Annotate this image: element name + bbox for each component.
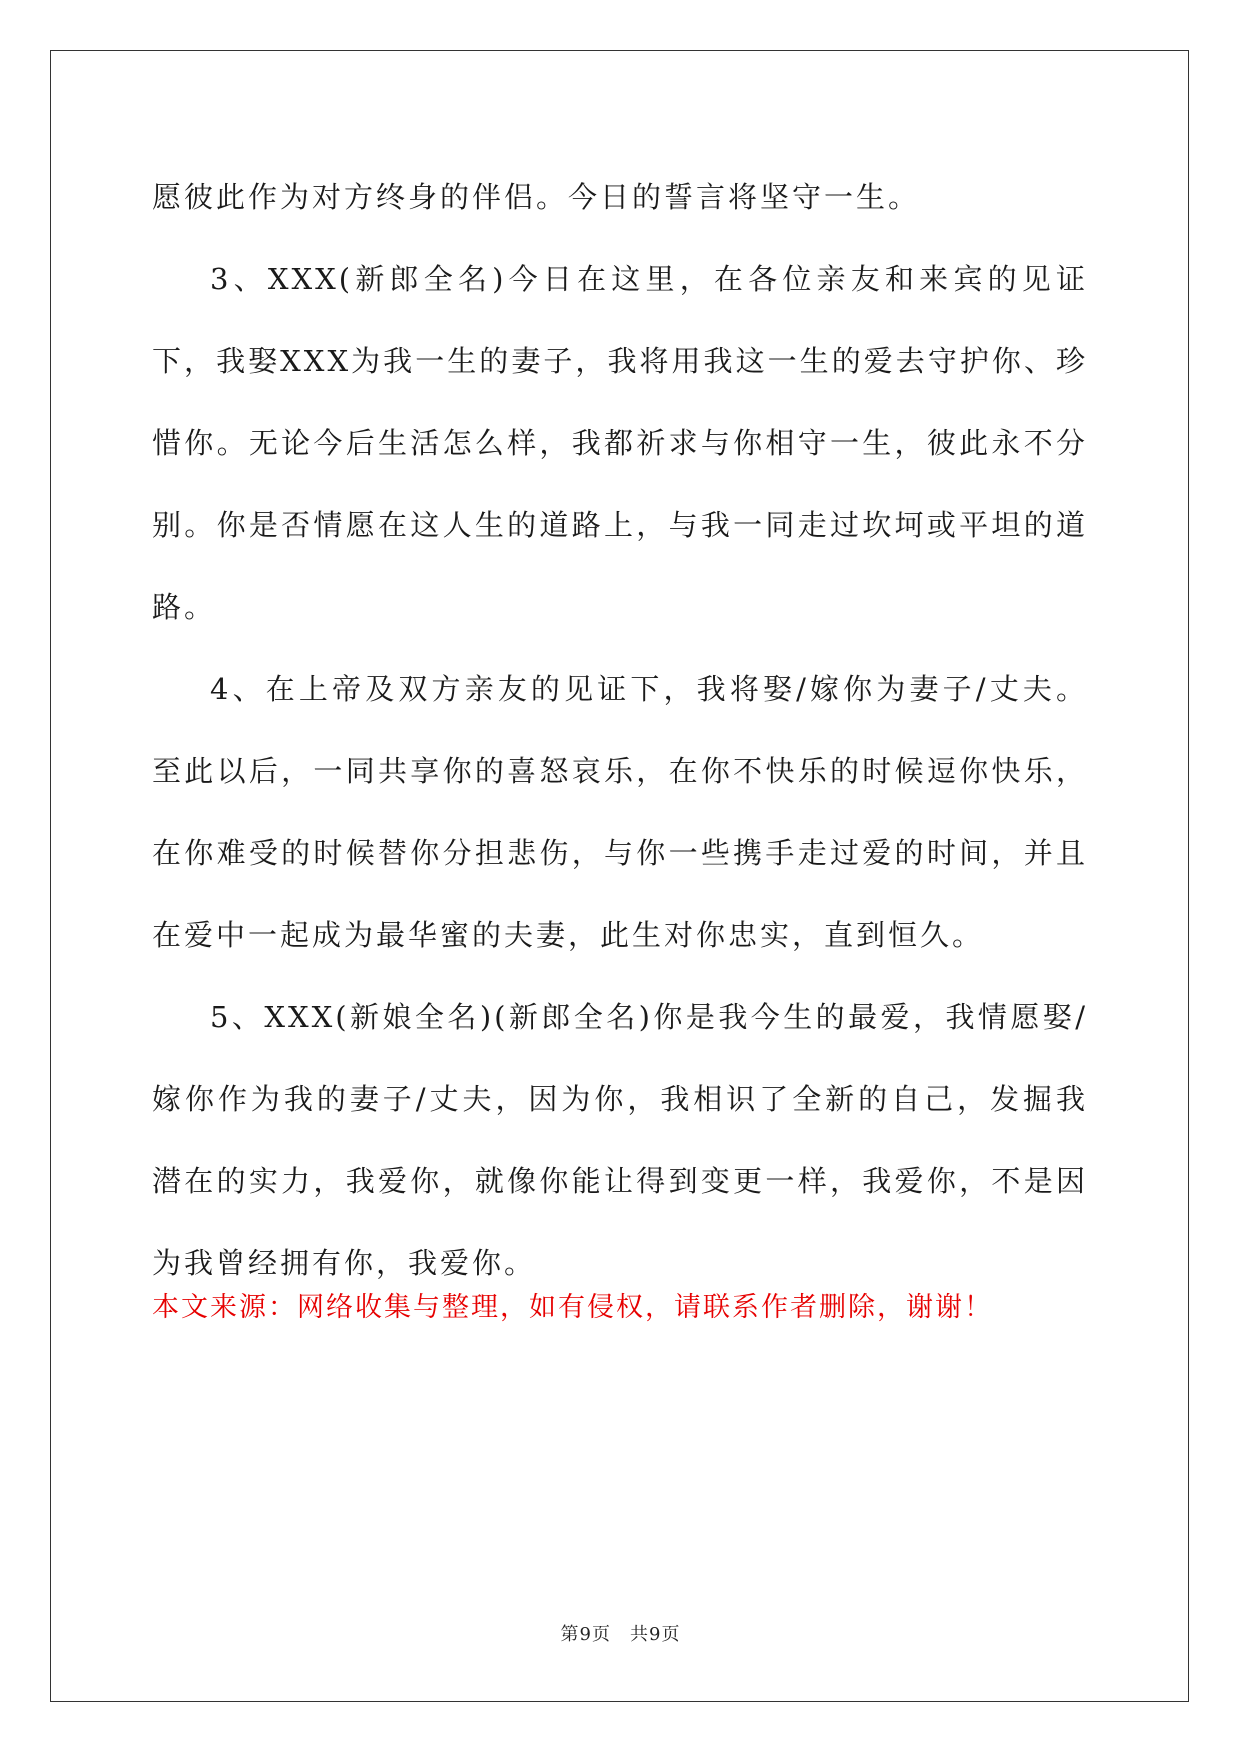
source-notice: 本文来源：网络收集与整理，如有侵权，请联系作者删除，谢谢！ bbox=[152, 1292, 993, 1323]
paragraph-continuation: 愿彼此作为对方终身的伴侣。今日的誓言将坚守一生。 bbox=[152, 180, 921, 214]
paragraph-vow-3: 3、XXX(新郎全名)今日在这里，在各位亲友和来宾的见证下，我娶XXX为我一生的妻子，我将用我这一生的爱去守护你、珍惜你。无论今后生活怎么样，我都祈求与你相守一生，彼此永不分别。你是否情愿在这人生的道路上，与我一同走过坎坷或平坦的道路。 bbox=[152, 262, 1088, 624]
paragraph-vow-4: 4、在上帝及双方亲友的见证下，我将娶/嫁你为妻子/丈夫。至此以后，一同共享你的喜怒哀乐，在你不快乐的时候逗你快乐，在你难受的时候替你分担悲伤，与你一些携手走过爱的时间，并且在爱中一起成为最华蜜的夫妻，此生对你忠实，直到恒久。 bbox=[152, 672, 1088, 952]
paragraph-vow-5: 5、XXX(新娘全名)(新郎全名)你是我今生的最爱，我情愿娶/嫁你作为我的妻子/丈夫，因为你，我相识了全新的自己，发掘我潜在的实力，我爱你，就像你能让得到变更一样，我爱你，不是因为我曾经拥有你，我爱你。 bbox=[152, 1000, 1088, 1280]
document-body bbox=[152, 156, 1088, 1304]
page-number-footer: 第9页 共9页 bbox=[560, 1624, 681, 1645]
